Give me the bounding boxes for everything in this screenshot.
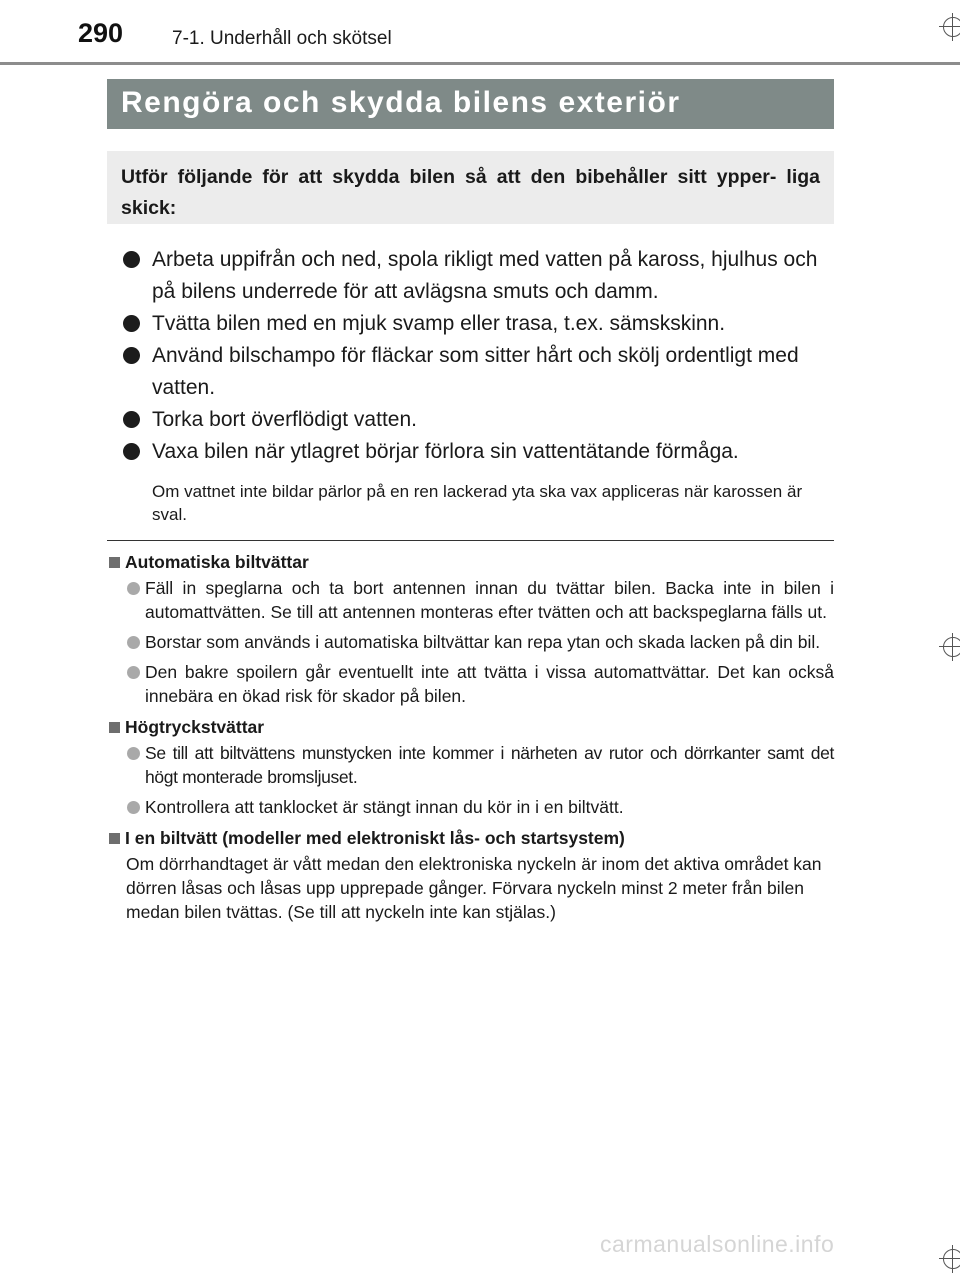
section-divider: [107, 540, 834, 541]
bullet-icon: [123, 251, 140, 268]
bullet-icon: [123, 347, 140, 364]
wax-note: Om vattnet inte bildar pärlor på en ren lackerad yta ska vax appliceras när karossen är sval.: [152, 482, 803, 524]
sub-list-item: Fäll in speglarna och ta bort antennen innan du tvättar bilen. Backa inte in bilen i automattvätten. Se till att antennen monteras efter tvätten och att backspeglarna fälls ut.: [107, 576, 834, 624]
crop-mark-icon: [939, 633, 960, 661]
main-bullet-list: [123, 244, 835, 526]
crop-mark-icon: [939, 1245, 960, 1273]
crop-mark-icon: [939, 13, 960, 41]
bullet-icon: [123, 411, 140, 428]
watermark: carmanualsonline.info: [600, 1231, 835, 1257]
list-item: [123, 308, 835, 340]
list-item-text: Använd bilschampo för fläckar som sitter hårt och skölj ordentligt med vatten.: [152, 344, 799, 399]
bullet-icon: [123, 443, 140, 460]
sub-list-item: Den bakre spoilern går eventuellt inte att tvätta i vissa automattvättar. Det kan också innebära en ökad risk för skador på bilen.: [107, 660, 834, 708]
section-heading: Automatiska biltvättar: [107, 549, 834, 576]
page-title: Rengöra och skydda bilens exteriör: [107, 79, 834, 129]
list-item-text: Vaxa bilen när ytlagret börjar förlora sin vattentätande förmåga.: [152, 440, 739, 463]
bullet-icon: [123, 315, 140, 332]
bullet-icon: [127, 801, 140, 814]
list-item: [123, 436, 835, 468]
sub-list-item: Se till att biltvättens munstycken inte kommer i närheten av rutor och dörrkanter samt det högt monterade bromsljuset.: [107, 741, 834, 789]
page-number: 290: [78, 18, 124, 48]
section-heading: Högtryckstvättar: [107, 714, 834, 741]
header-divider: [0, 62, 960, 65]
bullet-icon: [127, 636, 140, 649]
lower-sections: [107, 549, 834, 924]
list-item-text: Arbeta uppifrån och ned, spola rikligt med vatten på kaross, hjulhus och på bilens underrede för att avlägsna smuts och damm.: [152, 248, 818, 303]
sub-list-item: Kontrollera att tanklocket är stängt innan du kör in i en biltvätt.: [107, 795, 834, 819]
list-item: [123, 340, 835, 404]
intro-box: Utför följande för att skydda bilen så att den bibehåller sitt ypper- liga skick:: [107, 151, 834, 224]
list-item: [123, 404, 835, 436]
section-label: 7-1. Underhåll och skötsel: [172, 28, 392, 49]
bullet-icon: [127, 666, 140, 679]
section-square-icon: [109, 557, 120, 568]
sub-list-item: Borstar som används i automatiska biltvättar kan repa ytan och skada lacken på din bil.: [107, 630, 834, 654]
list-item: [123, 244, 835, 308]
section-heading: I en biltvätt (modeller med elektroniskt lås- och startsystem): [107, 825, 834, 852]
list-item-text: Tvätta bilen med en mjuk svamp eller trasa, t.ex. sämskskinn.: [152, 312, 726, 335]
section-square-icon: [109, 722, 120, 733]
section-square-icon: [109, 833, 120, 844]
list-item-text: Torka bort överflödigt vatten.: [152, 408, 417, 431]
bullet-icon: [127, 747, 140, 760]
bullet-icon: [127, 582, 140, 595]
biltvatt-paragraph: Om dörrhandtaget är vått medan den elektroniska nyckeln är inom det aktiva området kan dörren låsas och låsas upp upprepade gånger. Förvara nyckeln minst 2 meter från bilen medan bilen tvättas. (Se till att nyckeln inte kan stjälas.): [126, 854, 822, 922]
